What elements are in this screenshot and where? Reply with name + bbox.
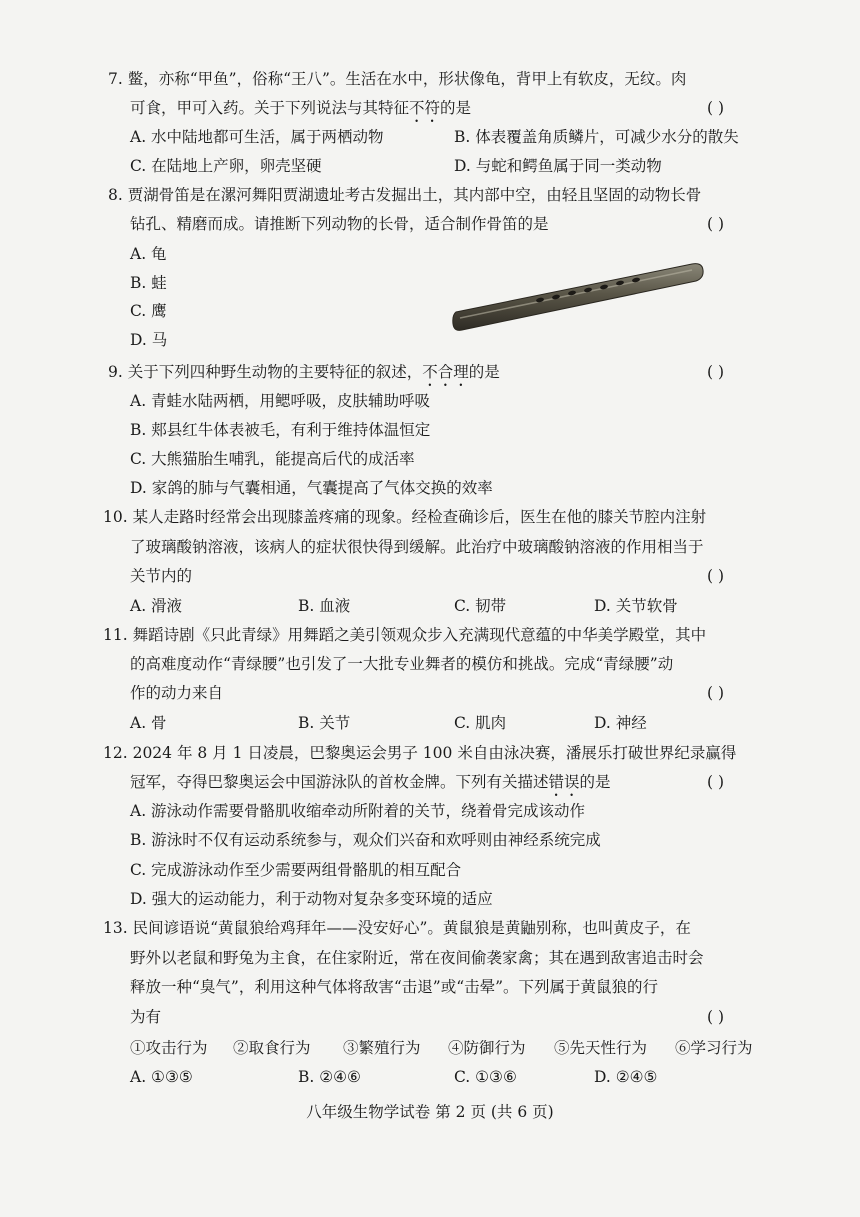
q9-option-a: A. 青蛙水陆两栖，用鳃呼吸，皮肤辅助呼吸: [130, 392, 431, 410]
q13-option-d: D. ②④⑤: [594, 1068, 658, 1086]
q13-item: ⑥学习行为: [675, 1039, 753, 1057]
q7-option-a: A. 水中陆地都可生活，属于两栖动物: [130, 128, 384, 146]
q11-option-a: A. 骨: [130, 714, 167, 732]
q10-option-c: C. 韧带: [454, 597, 507, 615]
q7-option-b: B. 体表覆盖角质鳞片，可减少水分的散失: [454, 128, 739, 146]
q8-answer-bracket: ( ): [707, 215, 725, 233]
q11-answer-bracket: ( ): [707, 684, 725, 702]
q10-option-d: D. 关节软骨: [594, 597, 678, 615]
q9-stem-line-1: 9. 关于下列四种野生动物的主要特征的叙述，不合理的是: [108, 363, 500, 381]
q13-option-c: C. ①③⑥: [454, 1068, 517, 1086]
q11-option-b: B. 关节: [298, 714, 351, 732]
q10-stem-line-1: 10. 某人走路时经常会出现膝盖疼痛的现象。经检查确诊后，医生在他的膝关节腔内注射: [103, 508, 707, 526]
q8-option-b: B. 蛙: [130, 274, 167, 292]
q13-item: ④防御行为: [448, 1039, 526, 1057]
q8-stem-line-2: 钻孔、精磨而成。请推断下列动物的长骨，适合制作骨笛的是: [130, 215, 549, 233]
q13-stem-line-4: 为有: [130, 1008, 162, 1026]
q12-option-c: C. 完成游泳动作至少需要两组骨骼肌的相互配合: [130, 861, 462, 879]
q11-option-c: C. 肌肉: [454, 714, 507, 732]
q12-emphasis: 错误: [548, 773, 580, 791]
q13-answer-bracket: ( ): [707, 1008, 725, 1026]
q13-stem-line-3: 释放一种“臭气”，利用这种气体将敌害“击退”或“击晕”。下列属于黄鼠狼的行: [130, 978, 659, 996]
q12-answer-bracket: ( ): [707, 773, 725, 791]
q8-stem-line-1: 8. 贾湖骨笛是在漯河舞阳贾湖遗址考古发掘出土，其内部中空，由轻且坚固的动物长骨: [108, 186, 702, 204]
q9-emphasis: 不合理: [422, 363, 469, 381]
q9-answer-bracket: ( ): [707, 363, 725, 381]
q7-option-d: D. 与蛇和鳄鱼属于同一类动物: [454, 157, 662, 175]
bone-flute-image: [452, 256, 704, 334]
q11-option-d: D. 神经: [594, 714, 647, 732]
q12-stem-line-2: 冠军，夺得巴黎奥运会中国游泳队的首枚金牌。下列有关描述错误的是: [130, 773, 611, 791]
q7-option-c: C. 在陆地上产卵，卵壳坚硬: [130, 157, 322, 175]
q12-option-b: B. 游泳时不仅有运动系统参与，观众们兴奋和欢呼则由神经系统完成: [130, 831, 601, 849]
q7-stem-line-2: 可食，甲可入药。关于下列说法与其特征不符的是: [130, 99, 472, 117]
q7-emphasis: 不符: [409, 99, 441, 117]
q10-stem-line-2: 了玻璃酸钠溶液，该病人的症状很快得到缓解。此治疗中玻璃酸钠溶液的作用相当于: [130, 538, 704, 556]
q12-option-a: A. 游泳动作需要骨骼肌收缩牵动所附着的关节，绕着骨完成该动作: [130, 802, 586, 820]
q13-option-a: A. ①③⑤: [130, 1068, 193, 1086]
q13-item: ⑤先天性行为: [554, 1039, 648, 1057]
q7-stem-line-1: 7. 鳖，亦称“甲鱼”，俗称“王八”。生活在水中，形状像龟，背甲上有软皮，无纹。肉: [108, 70, 687, 88]
q9-option-c: C. 大熊猫胎生哺乳，能提高后代的成活率: [130, 450, 415, 468]
q10-answer-bracket: ( ): [707, 567, 725, 585]
q11-stem-line-2: 的高难度动作“青绿腰”也引发了一大批专业舞者的模仿和挑战。完成“青绿腰”动: [130, 655, 674, 673]
q13-stem-line-1: 13. 民间谚语说“黄鼠狼给鸡拜年——没安好心”。黄鼠狼是黄鼬别称，也叫黄皮子，在: [103, 919, 691, 937]
q9-option-d: D. 家鸽的肺与气囊相通，气囊提高了气体交换的效率: [130, 479, 493, 497]
q10-option-a: A. 滑液: [130, 597, 183, 615]
q13-item: ②取食行为: [233, 1039, 311, 1057]
q12-option-d: D. 强大的运动能力，利于动物对复杂多变环境的适应: [130, 890, 493, 908]
q9-option-b: B. 郏县红牛体表被毛，有利于维持体温恒定: [130, 421, 431, 439]
q7-answer-bracket: ( ): [707, 99, 725, 117]
page-footer: 八年级生物学试卷 第 2 页 (共 6 页): [306, 1103, 554, 1121]
q13-stem-line-2: 野外以老鼠和野兔为主食，在住家附近，常在夜间偷袭家禽；其在遇到敌害追击时会: [130, 949, 704, 967]
q10-stem-line-3: 关节内的: [130, 567, 193, 585]
q10-option-b: B. 血液: [298, 597, 351, 615]
q8-option-a: A. 龟: [130, 245, 167, 263]
q8-option-d: D. 马: [130, 331, 168, 349]
q13-item: ③繁殖行为: [343, 1039, 421, 1057]
q13-option-b: B. ②④⑥: [298, 1068, 361, 1086]
q11-stem-line-3: 作的动力来自: [130, 684, 224, 702]
q12-stem-line-1: 12. 2024 年 8 月 1 日凌晨，巴黎奥运会男子 100 米自由泳决赛，潘展乐打破世界纪录赢得: [103, 744, 737, 762]
q11-stem-line-1: 11. 舞蹈诗剧《只此青绿》用舞蹈之美引领观众步入充满现代意蕴的中华美学殿堂，其中: [103, 626, 707, 644]
q8-option-c: C. 鹰: [130, 302, 167, 320]
q13-item: ①攻击行为: [130, 1039, 208, 1057]
